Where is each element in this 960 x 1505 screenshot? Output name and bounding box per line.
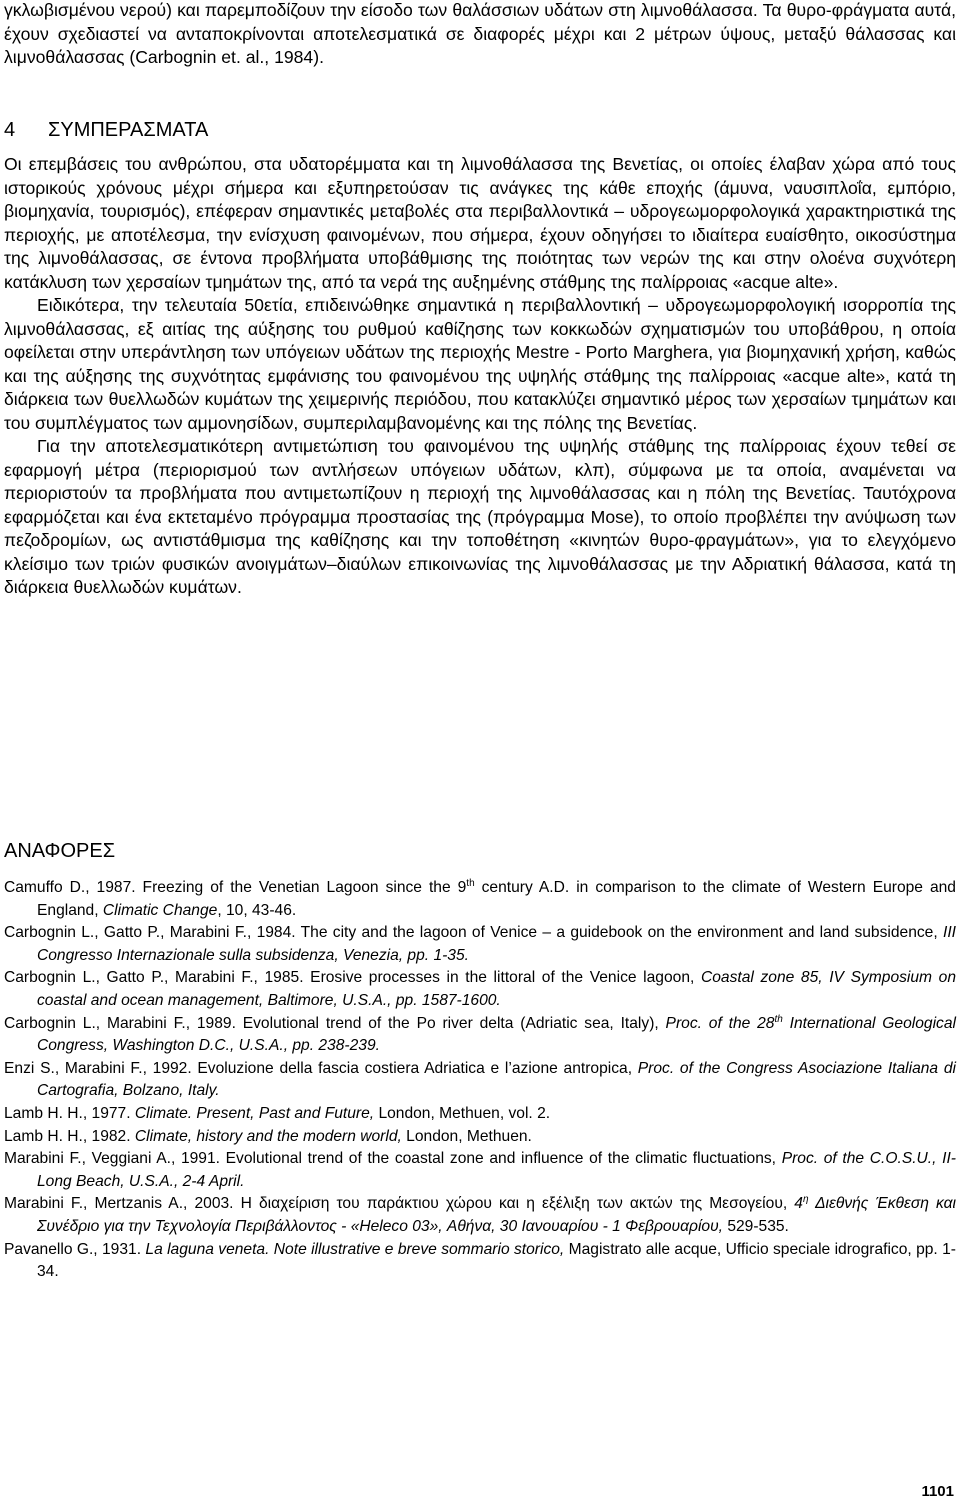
- reference-item: Carbognin L., Marabini F., 1989. Evolutional trend of the Po river delta (Adriatic sea, Italy), Proc. of the 28th International Geological Congress, Washington D.C., U.S.A., pp. 238-239.: [4, 1013, 956, 1055]
- reference-item: Marabini F., Veggiani A., 1991. Evolutional trend of the coastal zone and influence of the climatic fluctuations, Proc. of the C.O.S.U., II-Long Beach, U.S.A., 2-4 April.: [4, 1150, 956, 1190]
- reference-item: Lamb H. H., 1982. Climate, history and the modern world, London, Methuen.: [4, 1127, 532, 1145]
- references-heading: ΑΝΑΦΟΡΕΣ: [4, 840, 116, 862]
- references-list: [4, 877, 956, 1284]
- reference-item: Carbognin L., Gatto P., Marabini F., 1985. Erosive processes in the littoral of the Venice lagoon, Coastal zone 85, IV Symposium on coastal and ocean management, Baltimore, U.S.A., pp. 1587-1600.: [4, 969, 957, 1009]
- section-body: [4, 153, 956, 600]
- reference-item: Enzi S., Marabini F., 1992. Evoluzione della fascia costiera Adriatica e l’azione antropica, Proc. of the Congress Asociazione Italiana di Cartografia, Bolzano, Italy.: [4, 1059, 956, 1100]
- reference-item: Carbognin L., Gatto P., Marabini F., 1984. The city and the lagoon of Venice – a guidebook on the environment and land subsidence, III Congresso Internazionale sulla subsidenza, Venezia, pp. 1-35.: [4, 924, 956, 964]
- intro-paragraph: γκλωβισμένου νερού) και παρεμποδίζουν την είσοδο των θαλάσσιων υδάτων στη λιμνοθάλασσα. Τα θυρο-φράγματα αυτά, έχουν σχεδιαστεί να ανταποκρίνονται αποτελεσματικά σε διαφορές μέχρι και 2 μέτρων ύψους, μεταξύ θάλασσας και λιμνοθάλασσας (Carbognin et. al., 1984).: [4, 0, 956, 67]
- reference-item: Pavanello G., 1931. La laguna veneta. Note illustrative e breve sommario storico, Magistrato alle acque, Ufficio speciale idrografico, pp. 1-34.: [4, 1240, 956, 1281]
- section-paragraph-1: Οι επεμβάσεις του ανθρώπου, στα υδατορέμματα και τη λιμνοθάλασσα της Βενετίας, οι οποίες έλαβαν χώρα από τους ιστορικούς χρόνους μέχρι σήμερα και εξυπηρετούσαν τις ανάγκες της κάθε εποχής (άμυνα, ναυσιπλοΐα, εμπόριο, βιομηχανία, τουρισμός), επέφεραν σημαντικές μεταβολές στα περιβαλλοντικά – υδρογεωμορφολογικά χαρακτηριστικά της περιοχής, με αποτέλεσμα, την ενίσχυση φαινομένων, που σήμερα, έχουν οδηγήσει το ιδιαίτερα ευαίσθητο, οικοσύστημα της λιμνοθάλασσας, σε έντονα προβλήματα υποβάθμισης της ποιότητας των νερών της και στην ολοένα συχνότερη κατάκλυση των χερσαίων τμημάτων της, από τα νερά της αυξημένης στάθμης της παλίρροιας «acque alte».: [4, 154, 956, 292]
- section-title: ΣΥΜΠΕΡΑΣΜΑΤΑ: [48, 119, 209, 141]
- section-heading: [4, 117, 208, 143]
- section-paragraph-2: Ειδικότερα, την τελευταία 50ετία, επιδεινώθηκε σημαντικά η περιβαλλοντική – υδρογεωμορφολογική ισορροπία της λιμνοθάλασσας, εξ αιτίας της αύξησης του ρυθμού καθίζησης των κοκκωδών σχηματισμών του υποβάθρου, η οποία οφείλεται στην υπεράντληση των υπόγειων υδάτων της περιοχής Mestre - Porto Marghera, για βιομηχανική χρήση, καθώς και της αύξησης της συχνότητας εμφάνισης του φαινομένου της υψηλής στάθμης της παλίρροιας «acque alte», κατά τη διάρκεια των θυελλωδών κυμάτων της χειμερινής περιόδου, που κατακλύζει σημαντικό μέρος των χερσαίων τμημάτων και του συμπλέγματος των αμμονησίδων, συμπεριλαμβανομένης και της πόλης της Βενετίας.: [4, 295, 956, 433]
- section-number: 4: [4, 119, 16, 141]
- section-paragraph-3: Για την αποτελεσματικότερη αντιμετώπιση του φαινομένου της υψηλής στάθμης της παλίρροιας έχουν τεθεί σε εφαρμογή μέτρα (περιορισμού των αντλήσεων υπόγειων υδάτων, κλπ), σύμφωνα με τα οποία, αναμένεται να περιοριστούν τα προβλήματα που αντιμετωπίζουν η περιοχή της λιμνοθάλασσας και η πόλη της Βενετίας. Ταυτόχρονα εφαρμόζεται και ένα εκτεταμένο πρόγραμμα προστασίας της (πρόγραμμα Mose), το οποίο προβλέπει την ανύψωση των πεζοδρομίων, ως αντιστάθμισμα της καθίζησης και την τοποθέτηση «κινητών θυρο-φραγμάτων», για το ελεγχόμενο κλείσιμο των τριών φυσικών ανοιγμάτων–διαύλων επικοινωνίας της λιμνοθάλασσας με την Αδριατική θάλασσα, κατά τη διάρκεια θυελλωδών κυμάτων.: [4, 436, 956, 597]
- reference-item: Camuffo D., 1987. Freezing of the Venetian Lagoon since the 9th century A.D. in comparison to the climate of Western Europe and England, Climatic Change, 10, 43-46.: [4, 877, 956, 919]
- reference-item: Lamb H. H., 1977. Climate. Present, Past and Future, London, Methuen, vol. 2.: [4, 1104, 551, 1122]
- reference-item: Marabini F., Mertzanis A., 2003. Η διαχείριση του παράκτιου χώρου και η εξέλιξη των ακτών της Μεσογείου, $4^\eta$ Διεθνής Έκθεση και Συνέδριο για την Τεχνολογία Περιβάλλοντος - «Heleco 03», Αθήνα, 30 Ιανουαρίου - 1 Φεβρουαρίου, 529-535.: [4, 1194, 956, 1235]
- page-number: 1101: [921, 1483, 954, 1500]
